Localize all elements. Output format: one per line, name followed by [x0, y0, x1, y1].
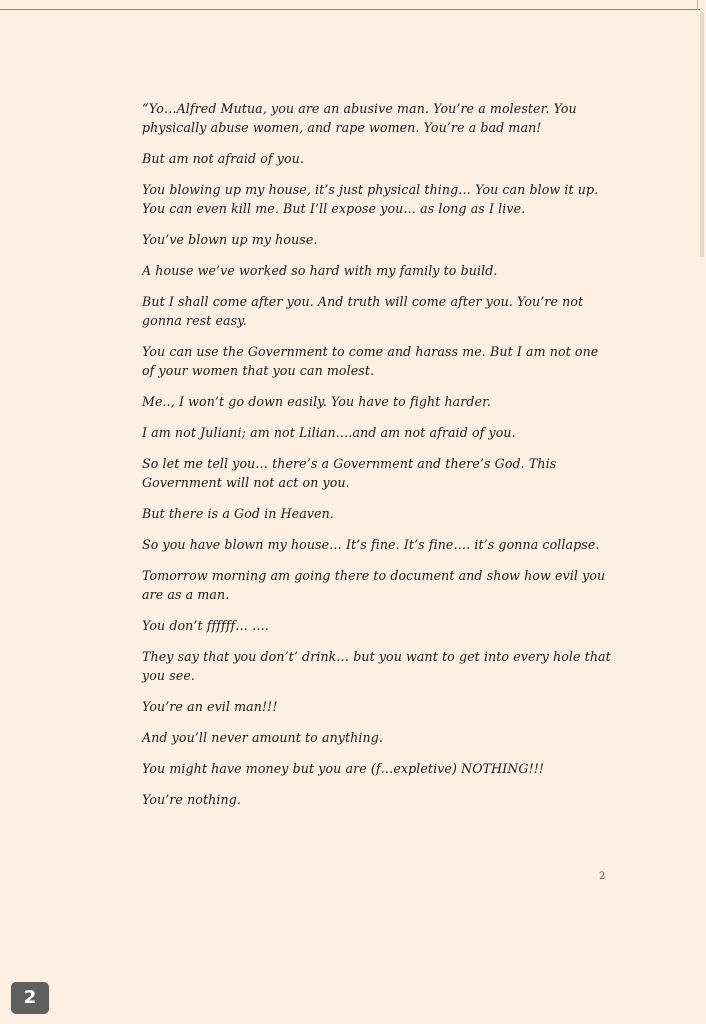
paragraph: You’ve blown up my house.: [142, 232, 318, 247]
paragraph: You’re nothing.: [142, 792, 241, 807]
document-body: [142, 99, 612, 821]
paragraph: But I shall come after you. And truth will come after you. You’re not gonna rest easy.: [142, 294, 584, 328]
scrollbar[interactable]: [700, 12, 704, 1016]
paragraph: You blowing up my house, it’s just physical thing… You can blow it up. You can even kill me. But I’ll expose you… as long as I live.: [142, 182, 599, 216]
top-edge-tick: [697, 0, 698, 10]
paragraph: You can use the Government to come and harass me. But I am not one of your women that you can molest.: [142, 344, 599, 378]
paragraph: I am not Juliani; am not Lilian….and am not afraid of you.: [142, 425, 516, 440]
paragraph: And you’ll never amount to anything.: [142, 730, 383, 745]
paragraph: But am not afraid of you.: [142, 151, 304, 166]
page-number-badge[interactable]: 2: [11, 982, 49, 1014]
paragraph: You might have money but you are (f…expletive) NOTHING!!!: [142, 761, 545, 776]
paragraph: A house we’ve worked so hard with my family to build.: [142, 263, 498, 278]
top-rule: [0, 9, 700, 10]
paragraph: You’re an evil man!!!: [142, 699, 278, 714]
paragraph: “Yo…Alfred Mutua, you are an abusive man. You’re a molester. You physically abuse women, and rape women. You’re a bad man!: [142, 101, 577, 135]
footer-page-number: 2: [599, 871, 606, 882]
paragraph: They say that you don’t’ drink… but you want to get into every hole that you see.: [142, 649, 611, 683]
paragraph: Me.., I won’t go down easily. You have to fight harder.: [142, 394, 491, 409]
scrollbar-thumb[interactable]: [700, 12, 704, 257]
paragraph: But there is a God in Heaven.: [142, 506, 334, 521]
paragraph: You don’t ffffff… ….: [142, 618, 269, 633]
paragraph: Tomorrow morning am going there to document and show how evil you are as a man.: [142, 568, 606, 602]
paragraph: So let me tell you… there’s a Government and there’s God. This Government will not act on you.: [142, 456, 557, 490]
paragraph: So you have blown my house… It’s fine. It’s fine…. it’s gonna collapse.: [142, 537, 600, 552]
